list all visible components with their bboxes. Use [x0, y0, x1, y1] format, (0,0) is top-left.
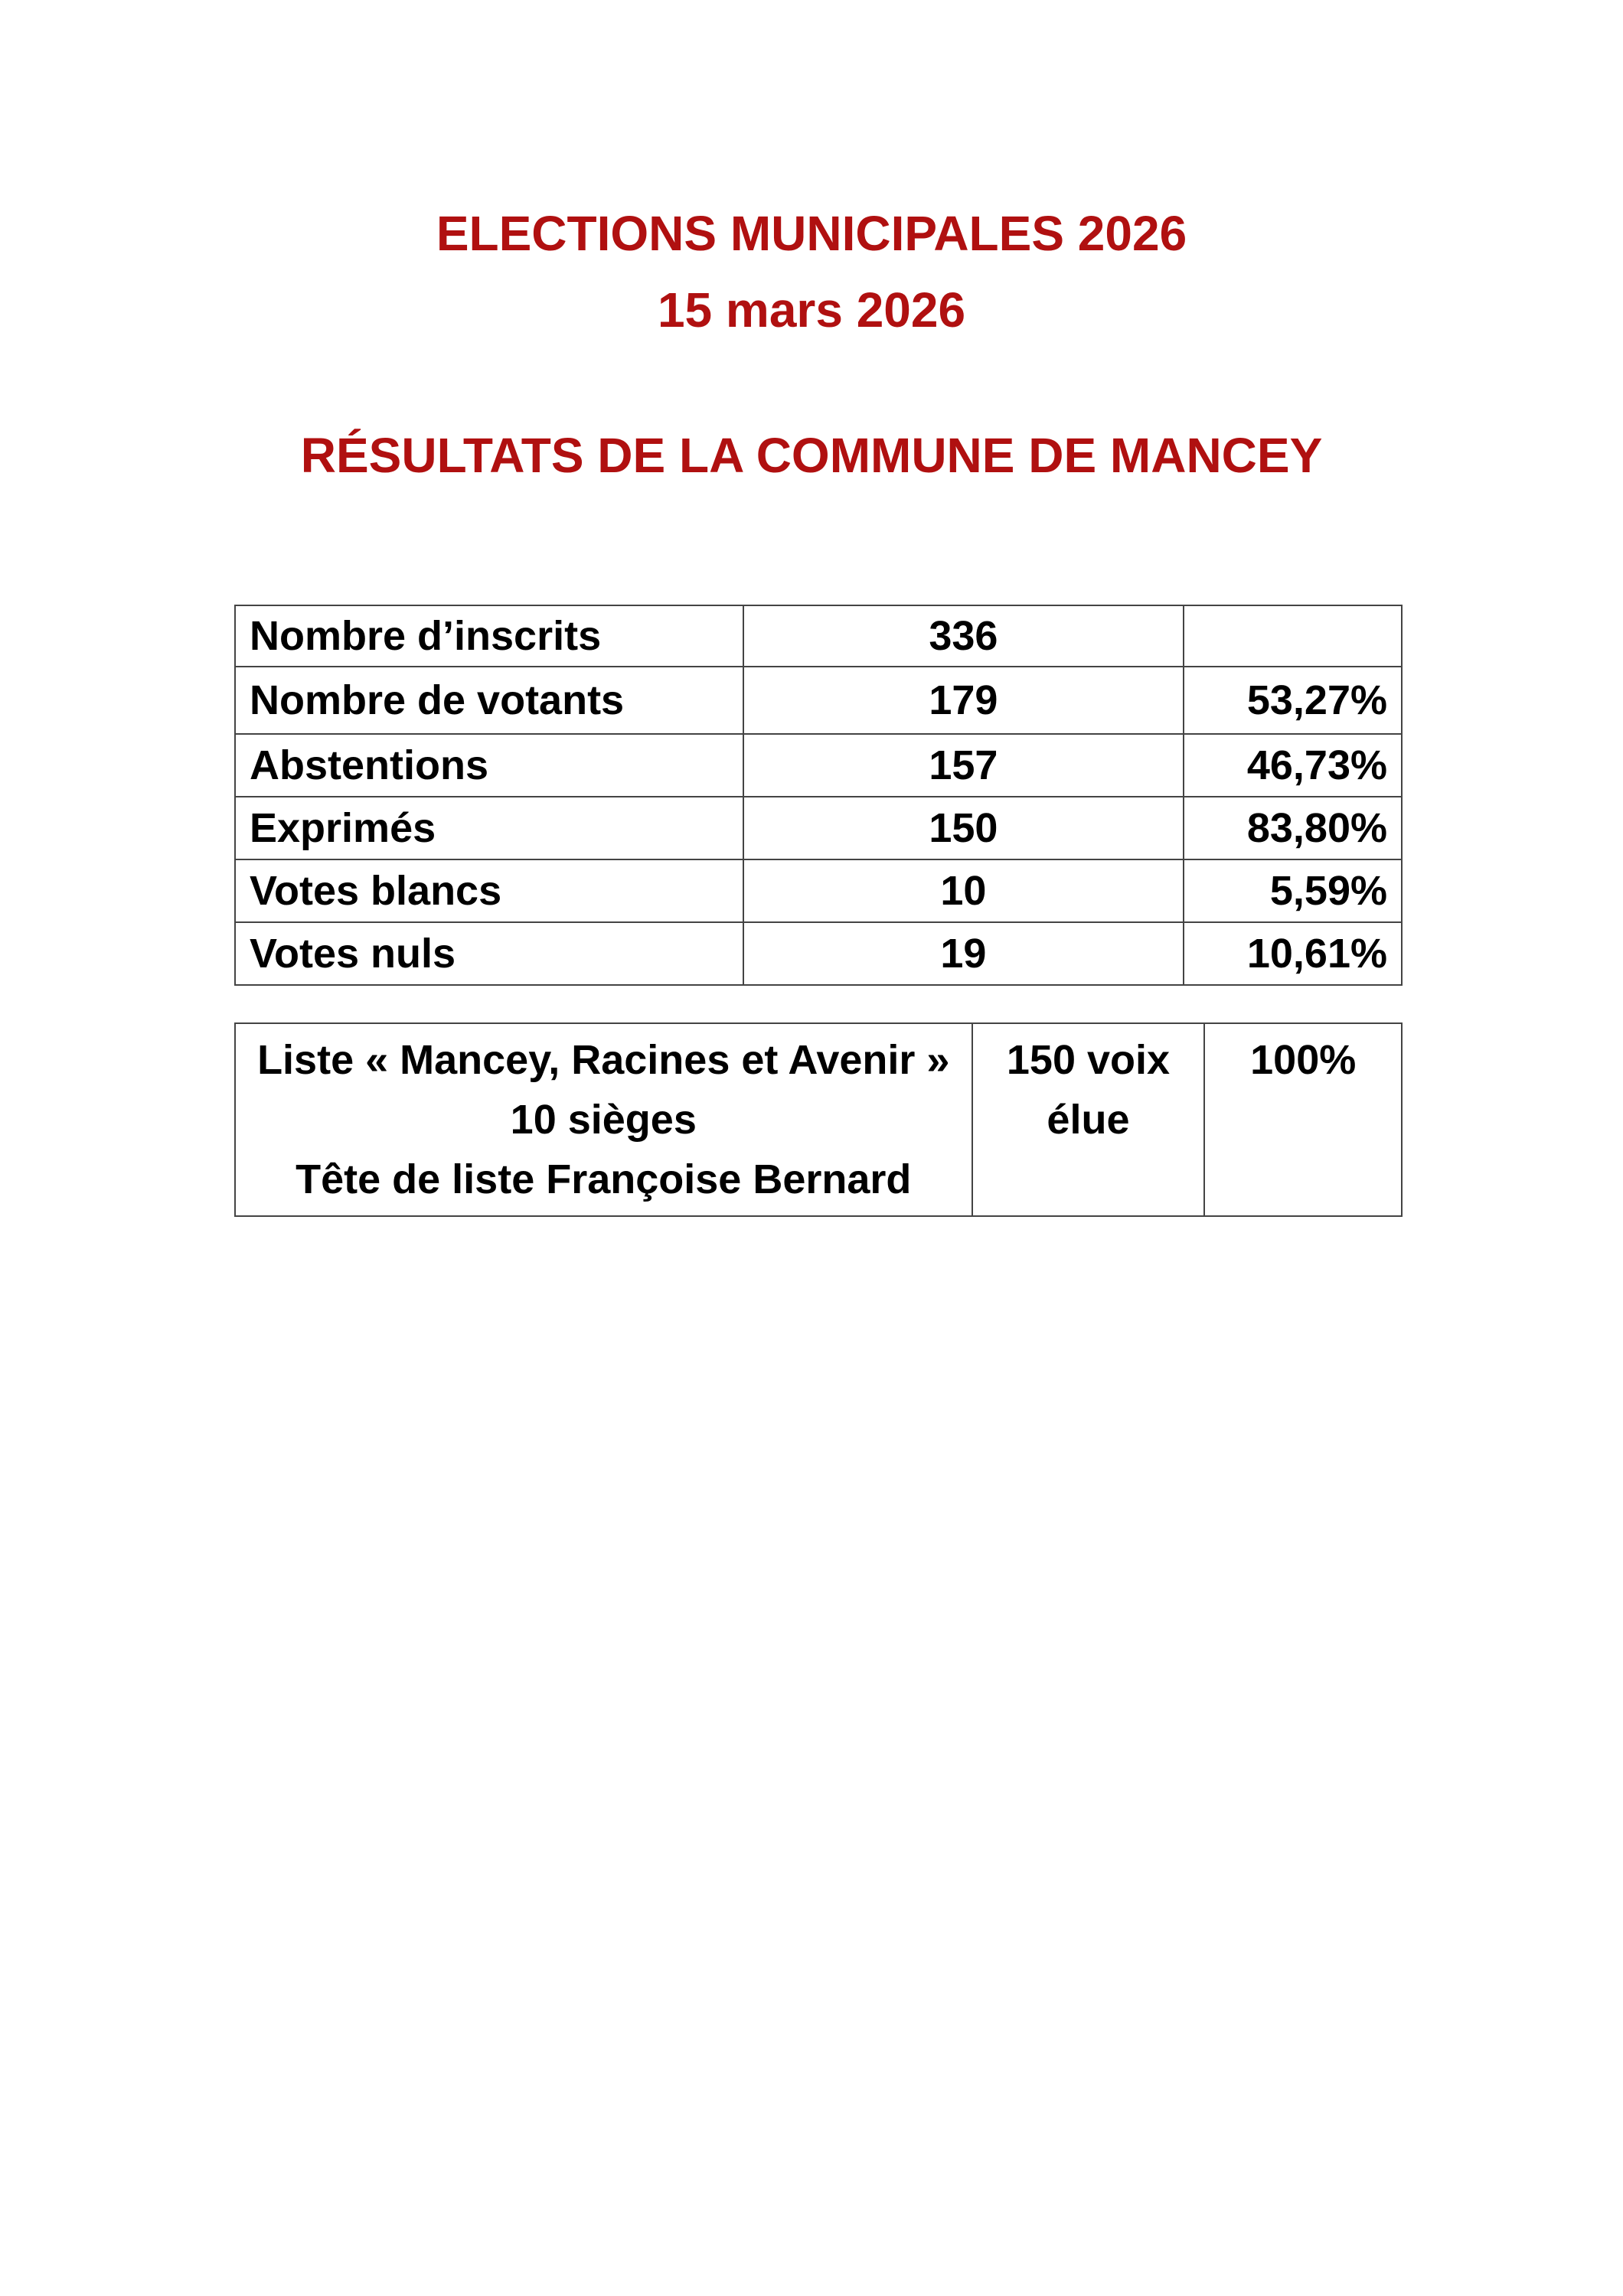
table-row	[235, 667, 1402, 734]
row-percent	[1184, 605, 1402, 667]
list-seats: 10 sièges	[510, 1097, 697, 1143]
list-votes-cell	[972, 1023, 1205, 1216]
list-percent: 100%	[1204, 1023, 1402, 1216]
table-row	[235, 734, 1402, 797]
row-label: Exprimés	[235, 797, 743, 859]
election-date: 15 mars 2026	[657, 282, 966, 338]
row-value: 179	[743, 667, 1184, 734]
row-percent: 53,27%	[1184, 667, 1402, 734]
row-value: 336	[743, 605, 1184, 667]
list-results-table	[234, 1022, 1403, 1217]
table-row	[235, 1023, 1402, 1216]
row-label: Votes nuls	[235, 922, 743, 985]
row-label: Nombre d’inscrits	[235, 605, 743, 667]
row-percent: 83,80%	[1184, 797, 1402, 859]
table-row	[235, 605, 1402, 667]
list-votes: 150 voix	[1006, 1037, 1171, 1083]
row-percent: 5,59%	[1184, 859, 1402, 922]
row-value: 150	[743, 797, 1184, 859]
row-value: 157	[743, 734, 1184, 797]
list-status: élue	[1047, 1097, 1130, 1143]
row-percent: 46,73%	[1184, 734, 1402, 797]
table-row	[235, 922, 1402, 985]
list-info-cell	[235, 1023, 972, 1216]
row-label: Votes blancs	[235, 859, 743, 922]
row-label: Nombre de votants	[235, 667, 743, 734]
turnout-table	[234, 605, 1403, 986]
document-title: ELECTIONS MUNICIPALES 2026	[436, 206, 1187, 261]
list-name: Liste « Mancey, Racines et Avenir »	[257, 1037, 950, 1083]
row-label: Abstentions	[235, 734, 743, 797]
results-heading: RÉSULTATS DE LA COMMUNE DE MANCEY	[300, 428, 1323, 483]
row-percent: 10,61%	[1184, 922, 1402, 985]
table-row	[235, 859, 1402, 922]
row-value: 19	[743, 922, 1184, 985]
list-head: Tête de liste Françoise Bernard	[296, 1156, 912, 1202]
row-value: 10	[743, 859, 1184, 922]
table-row	[235, 797, 1402, 859]
